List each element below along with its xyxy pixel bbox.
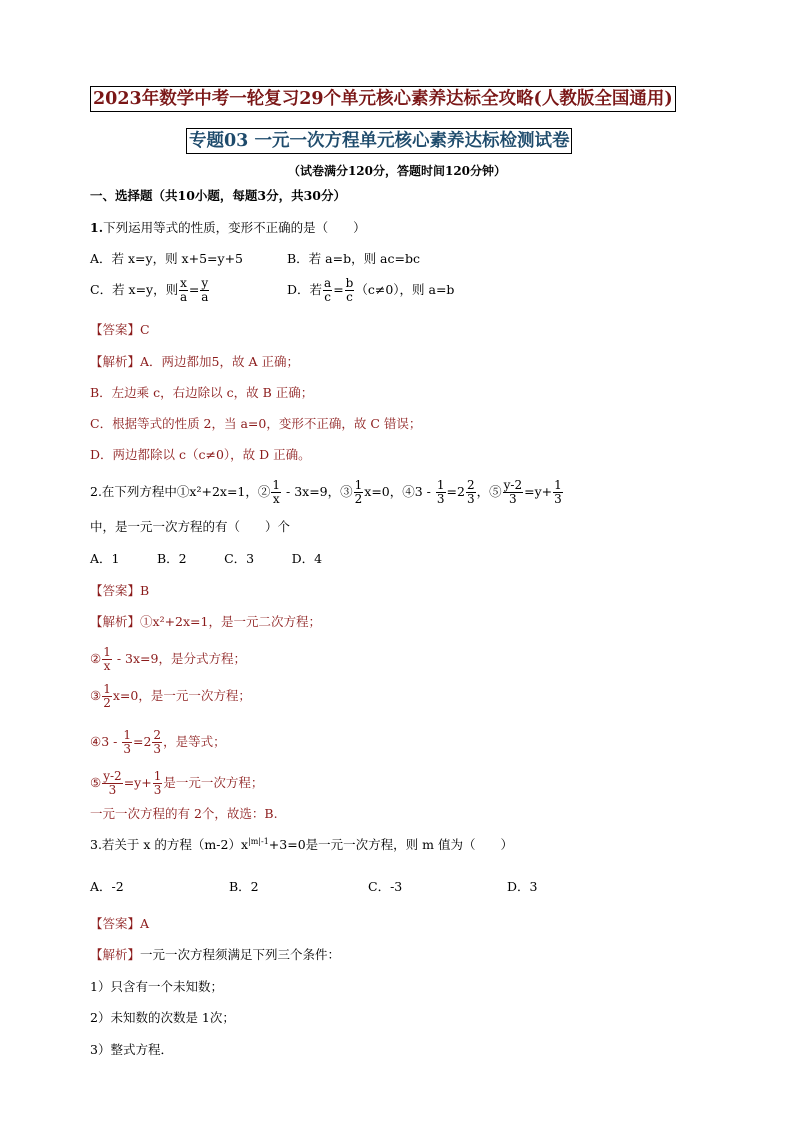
q1-answer: 【答案】C xyxy=(90,322,150,337)
q1-analysis-3: C．根据等式的性质 2，当 a=0，变形不正确，故 C 错误； xyxy=(90,416,422,431)
question-2-stem-line2: 中，是一元一次方程的有（ ）个 xyxy=(90,519,291,534)
question-3-stem: 3.若关于 x 的方程$(m-2)x^{|m|-1}+3=0$是一元一次方程，则 m 值为（ ） xyxy=(90,836,513,852)
question-1-stem: 1.下列运用等式的性质，变形不正确的是（ ） xyxy=(90,220,366,235)
q3-answer: 【答案】A xyxy=(90,916,150,931)
q2-analysis-5: ⑤ $\frac{y-2}{3}$ =y+ $\frac{1}{3}$ 是一元一次方程； xyxy=(90,769,264,797)
fraction: $\frac{b}{c}$ xyxy=(345,276,354,304)
q1-option-c: C．若 x=y，则 $\frac{x}{a}$ = $\frac{y}{a}$ xyxy=(90,276,209,304)
q3-analysis-3: 2）未知数的次数是 1次； xyxy=(90,1010,235,1025)
q3-option-a: A．-2 xyxy=(90,879,124,894)
q3-analysis-1: 【解析】一元一次方程须满足下列三个条件： xyxy=(90,947,341,962)
q1-analysis-1: 【解析】A．两边都加5，故 A 正确； xyxy=(90,354,299,369)
q1-option-d: D．若 $\frac{a}{c}$ = $\frac{b}{c}$ （c≠0），则 a=b xyxy=(287,276,455,304)
q3-option-c: C．-3 xyxy=(368,879,403,894)
q2-analysis-1: 【解析】①x²+2x=1，是一元二次方程； xyxy=(90,614,321,629)
q1-option-a: A．若 x=y，则 x+5=y+5 xyxy=(90,251,243,266)
q3-analysis-2: 1）只含有一个未知数； xyxy=(90,979,223,994)
fraction: $\frac{y}{a}$ xyxy=(201,276,209,304)
q3-option-b: B．2 xyxy=(229,879,259,894)
q1-option-b: B．若 a=b，则 ac=bc xyxy=(287,251,420,266)
q2-conclusion: 一元一次方程的有 2个，故选：B. xyxy=(90,806,278,821)
fraction: $\frac{a}{c}$ xyxy=(324,276,332,304)
q3-analysis-4: 3）整式方程． xyxy=(90,1042,173,1057)
q3-option-d: D．3 xyxy=(507,879,538,894)
question-2-stem: 2.在下列方程中①x²+2x=1，② $\frac{1}{x}$ - 3x=9，③ $\frac{1}{2}$ x=0，④3 - $\frac{1}{3}$ =2 $\frac{2}{3}$ ，⑤ $\frac{y-2}{3}$ =y+ $\frac{1}{3}$ xyxy=(90,478,562,506)
q1-analysis-2: B．左边乘 c，右边除以 c，故 B 正确； xyxy=(90,385,314,400)
topic-title: 专题03 一元一次方程单元核心素养达标检测试卷 xyxy=(186,128,572,154)
q1-analysis-4: D．两边都除以 c（c≠0），故 D 正确。 xyxy=(90,447,311,462)
q2-answer: 【答案】B xyxy=(90,583,150,598)
series-title: 2023年数学中考一轮复习29个单元核心素养达标全攻略(人教版全国通用) xyxy=(90,86,676,112)
q2-analysis-4: ④3 - $\frac{1}{3}$ =2 $\frac{2}{3}$ ，是等式； xyxy=(90,728,226,756)
q2-options: A．1 B．2 C．3 D．4 xyxy=(90,551,323,566)
section-heading: 一、选择题（共10小题，每题3分，共30分） xyxy=(90,188,346,203)
exam-info: （试卷满分120分，答题时间120分钟） xyxy=(287,164,507,178)
q2-analysis-3: ③ $\frac{1}{2}$ x=0，是一元一次方程； xyxy=(90,682,251,710)
fraction: $\frac{x}{a}$ xyxy=(179,276,188,304)
q2-analysis-2: ② $\frac{1}{x}$ - 3x=9，是分式方程； xyxy=(90,645,246,673)
